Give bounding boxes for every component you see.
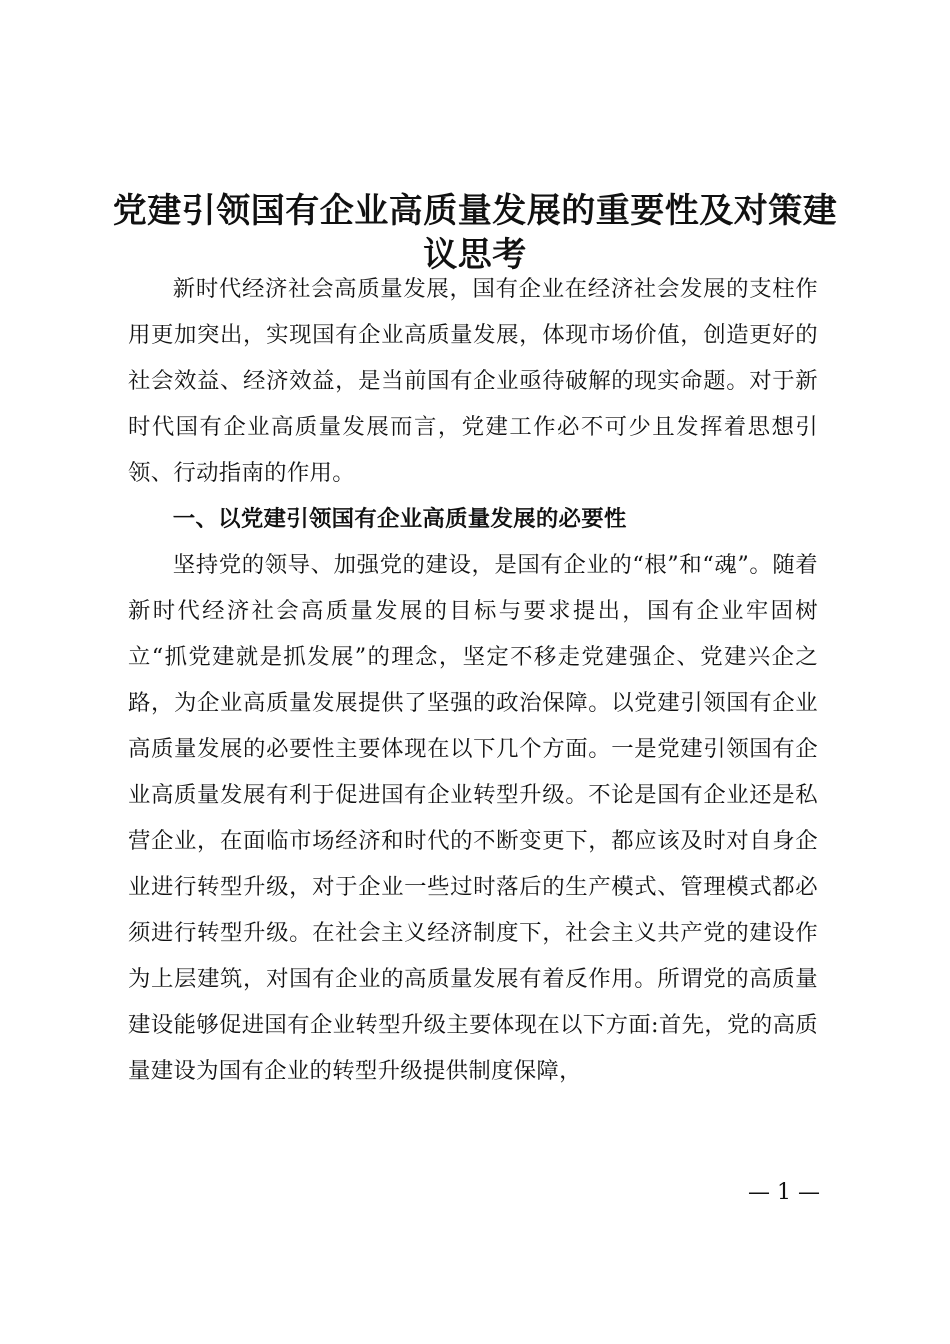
section-paragraph: 坚持党的领导、加强党的建设，是国有企业的“根”和“魂”。随着新时代经济社会高质量发展的目标与要求提出，国有企业牢固树立“抓党建就是抓发展”的理念，坚定不移走党建强企、党建兴企之路，为企业高质量发展提供了坚强的政治保障。以党建引领国有企业高质量发展的必要性主要体现在以下几个方面。一是党建引领国有企业高质量发展有利于促进国有企业转型升级。不论是国有企业还是私营企业，在面临市场经济和时代的不断变更下，都应该及时对自身企业进行转型升级，对于企业一些过时落后的生产模式、管理模式都必须进行转型升级。在社会主义经济制度下，社会主义共产党的建设作为上层建筑，对国有企业的高质量发展有着反作用。所谓党的高质量建设能够促进国有企业转型升级主要体现在以下方面:首先，党的高质量建设为国有企业的转型升级提供制度保障， xyxy=(128,552,818,1084)
document-body xyxy=(128,266,818,1094)
document-title: 党建引领国有企业高质量发展的重要性及对策建议思考 xyxy=(112,190,838,275)
intro-paragraph: 新时代经济社会高质量发展，国有企业在经济社会发展的支柱作用更加突出，实现国有企业高质量发展，体现市场价值，创造更好的社会效益、经济效益，是当前国有企业亟待破解的现实命题。对于新时代国有企业高质量发展而言，党建工作必不可少且发挥着思想引领、行动指南的作用。 xyxy=(128,276,818,486)
page-number: — 1 — xyxy=(748,1180,820,1205)
section-heading: 一、以党建引领国有企业高质量发展的必要性 xyxy=(172,506,627,532)
